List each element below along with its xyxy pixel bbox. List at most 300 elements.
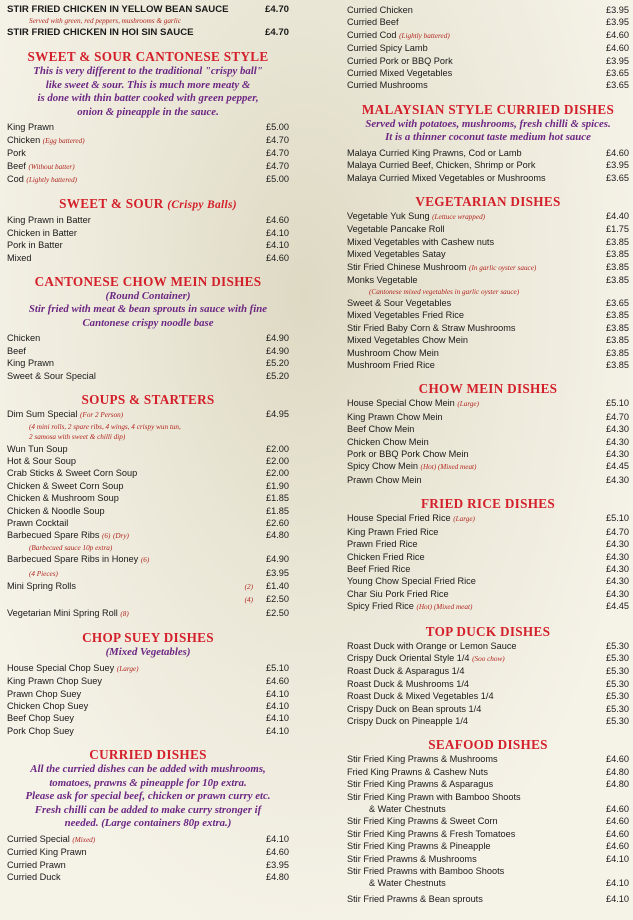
menu-item-row [347, 411, 629, 423]
menu-item-row: Dim Sum Special (For 2 Person) £4.95 [7, 409, 289, 420]
item-note: (Lightly battered) [26, 175, 78, 184]
section-heading: SEAFOOD DISHES [428, 737, 548, 753]
item-price: £4.10 [266, 713, 289, 724]
item-name: Pork [7, 148, 26, 159]
item-price: £4.10 [266, 227, 289, 238]
menu-item-row [347, 261, 629, 274]
item-price: £5.30 [606, 691, 629, 702]
item-price: £3.85 [606, 322, 629, 333]
item-name: Curried Spicy Lamb [347, 43, 428, 54]
item-price: £5.20 [266, 358, 289, 369]
section-heading: MALAYSIAN STYLE CURRIED DISHES [361, 101, 615, 117]
menu-item-row [347, 563, 629, 575]
menu-item-row [7, 357, 289, 369]
item-name: King Prawn Fried Rice [347, 526, 439, 537]
item-price: £3.85 [606, 261, 629, 272]
item-name: Prawn Cocktail [7, 517, 69, 528]
item-name: Pork or BBQ Pork Chow Mein [347, 449, 469, 460]
right-column [347, 4, 629, 905]
item-name: Mixed Vegetables Chow Mein [347, 335, 469, 346]
item-price: £4.45 [606, 601, 629, 612]
menu-list [7, 443, 289, 530]
item-name: King Prawn in Batter [7, 215, 91, 226]
item-name: Stir Fried King Prawns & Sweet Corn [347, 816, 498, 827]
item-price: £4.60 [266, 215, 289, 226]
item-name: Curried Mixed Vegetables [347, 68, 453, 79]
item-price: £3.95 [606, 17, 629, 28]
item-name: Crispy Duck on Bean sprouts 1/4 [347, 703, 482, 714]
item-name: Stir Fried Chinese Mushroom [347, 261, 467, 272]
item-name: Vegetable Pancake Roll [347, 224, 445, 235]
menu-item-row [347, 309, 629, 321]
menu-item-row [347, 538, 629, 550]
menu-item-row [347, 423, 629, 435]
item-name: Hot & Sour Soup [7, 455, 76, 466]
item-price: £3.95 [606, 55, 629, 66]
item-price: £4.10 [266, 725, 289, 736]
menu-list [347, 147, 629, 184]
menu-item-row [7, 173, 289, 186]
menu-item-row [347, 448, 629, 460]
item-price: £3.85 [606, 360, 629, 371]
item-name: Prawn Chop Suey [7, 688, 82, 699]
menu-item-row [7, 662, 289, 675]
item-price: £4.60 [266, 847, 289, 858]
item-name: Monks Vegetable [347, 275, 418, 286]
item-price: £4.10 [266, 688, 289, 699]
menu-item-row [7, 121, 289, 133]
item-name: Prawn Chow Mein [347, 474, 422, 485]
menu-item-row [347, 334, 629, 346]
menu-item-row [347, 29, 629, 42]
item-name: King Prawn [7, 358, 54, 369]
item-price: £5.00 [266, 173, 289, 184]
item-name: Curried Chicken [347, 5, 413, 15]
item-name: Curried Pork or BBQ Pork [347, 55, 453, 66]
item-price: £5.30 [606, 715, 629, 726]
item-name: Chicken Chop Suey [7, 701, 89, 711]
item-price: £4.30 [606, 588, 629, 599]
menu-item-row [347, 588, 629, 600]
item-note: (Soo chow) [472, 654, 505, 663]
item-name: Stir Fried Prawns & Mushrooms [347, 853, 477, 864]
item-name: Curried Cod [347, 29, 397, 40]
section-heading: FRIED RICE DISHES [420, 496, 556, 512]
menu-item-row [7, 833, 289, 846]
item-name: Chicken [7, 333, 41, 344]
menu-item-row [347, 4, 629, 16]
menu-list [347, 4, 629, 92]
menu-item-row: (4 Pieces) £3.95 [29, 567, 289, 578]
item-name: Curried Prawn [7, 859, 66, 870]
item-note: (Without batter) [28, 162, 75, 171]
item-price: £4.80 [266, 871, 289, 882]
item-name: Stir Fried Baby Corn & Straw Mushrooms [347, 322, 516, 333]
menu-item-row [347, 42, 629, 54]
menu-item-row [347, 159, 629, 171]
item-name: Wun Tun Soup [7, 443, 68, 454]
item-price: £4.90 [266, 345, 289, 356]
item-price: £4.10 [266, 240, 289, 251]
menu-item-row [347, 347, 629, 359]
menu-item-row [7, 239, 289, 251]
menu-item-row [7, 859, 289, 871]
item-price: £1.85 [266, 493, 289, 504]
item-name: Prawn Fried Rice [347, 539, 418, 550]
item-name: Mixed [7, 252, 32, 263]
item-price: £4.30 [606, 436, 629, 447]
menu-item-row [347, 297, 629, 309]
section-description: All the curried dishes can be added with mushrooms, tomatoes, prawns & pineapple for 10p extra. Please ask for special beef, chicken or prawn curry etc. Fresh chilli can be added to make curry stronger if needed. (Large containers 80p extra.) [25, 763, 271, 830]
menu-item-row [347, 828, 629, 840]
menu-item-row [7, 492, 289, 504]
item-note: (Lightly battered) [399, 31, 450, 40]
menu-item-row [347, 322, 629, 334]
menu-item-row: & Water Chestnuts £4.60 [369, 804, 629, 814]
item-name: Sweet & Sour Vegetables [347, 298, 452, 308]
item-price: £4.90 [266, 333, 289, 344]
item-price: £4.60 [606, 816, 629, 827]
item-price: £4.60 [606, 841, 629, 852]
item-note: Served with green, red peppers, mushrooms & garlic [29, 17, 181, 26]
item-note: (Large) [116, 664, 139, 673]
item-name: Mixed Vegetables Satay [347, 249, 446, 260]
item-price: £3.65 [606, 68, 629, 79]
item-price: £5.20 [266, 370, 289, 381]
item-price: £5.00 [266, 122, 289, 133]
menu-item-row [347, 715, 629, 727]
menu-item-row [7, 467, 289, 479]
menu-item-row [347, 753, 629, 765]
menu-list [347, 512, 629, 613]
menu-item-row [7, 160, 289, 173]
menu-item-row: (4) £2.50 [244, 594, 289, 605]
item-name: Mushroom Chow Mein [347, 347, 439, 358]
menu-item-row [347, 640, 629, 652]
item-note: (Cantonese mixed vegetables in garlic oyster sauce) [369, 287, 520, 296]
item-price: £4.30 [606, 539, 629, 550]
menu-list [7, 332, 289, 382]
item-name: Char Siu Pork Fried Rice [347, 588, 449, 599]
menu-list [7, 662, 289, 737]
item-name: Mushroom Fried Rice [347, 360, 435, 371]
item-name: Curried Duck [7, 871, 61, 882]
item-price: £4.60 [606, 828, 629, 839]
item-name: Beef Fried Rice [347, 563, 411, 574]
menu-item-row [7, 443, 289, 455]
item-price: £5.30 [606, 703, 629, 714]
item-name: Stir Fried King Prawns & Asparagus [347, 779, 494, 790]
item-note: (4 mini rolls, 2 spare ribs, 4 wings, 4 crispy wun tun, 2 samosa with sweet & chilli dip) [29, 422, 181, 441]
item-price: £5.10 [606, 513, 629, 524]
item-price: £1.75 [606, 224, 629, 235]
menu-item-row: Mini Spring Rolls (2) £1.40 [7, 581, 289, 592]
item-note: (Large) [453, 515, 475, 524]
item-price: £5.10 [266, 662, 289, 673]
item-price: £4.40 [606, 211, 629, 222]
menu-list [347, 753, 629, 790]
item-note: (Hot) (Mixed meat) [416, 603, 473, 612]
section-heading: CANTONESE CHOW MEIN DISHES [34, 273, 262, 289]
item-price: £3.85 [606, 347, 629, 358]
item-price: £2.00 [266, 455, 289, 466]
section-heading: CHOP SUEY DISHES [82, 630, 214, 646]
item-price: £4.10 [266, 701, 289, 711]
menu-item-row [347, 274, 629, 286]
section-heading: TOP DUCK DISHES [425, 623, 551, 639]
item-note: (In garlic oyster sauce) [469, 263, 537, 272]
menu-item-row [7, 345, 289, 357]
menu-item-row: Stir Fried King Prawn with Bamboo Shoots [347, 791, 521, 802]
menu-item-row [347, 551, 629, 563]
menu-item-row [347, 359, 629, 371]
menu-item-row [347, 766, 629, 778]
menu-item-row [347, 248, 629, 260]
menu-list [7, 121, 289, 186]
menu-item-row [347, 436, 629, 448]
menu-item-row [347, 172, 629, 184]
item-price: £2.60 [266, 517, 289, 528]
item-note: (Hot) (Mixed meat) [420, 463, 477, 472]
menu-item-row: & Water Chestnuts £4.10 [369, 878, 629, 889]
item-name: Crispy Duck on Pineapple 1/4 [347, 715, 469, 726]
item-name: Roast Duck & Mushrooms 1/4 [347, 678, 470, 689]
item-price: £4.70 [266, 134, 289, 145]
item-name: House Special Fried Rice [347, 513, 451, 524]
item-name: Sweet & Sour Special [7, 370, 96, 381]
item-name: Vegetable Yuk Sung [347, 211, 430, 222]
menu-item-row [347, 575, 629, 587]
item-name: Chicken & Mushroom Soup [7, 493, 119, 504]
menu-item-row [347, 67, 629, 79]
section-description: (Mixed Vegetables) [105, 646, 191, 659]
item-price: £5.30 [606, 666, 629, 677]
item-name: Beef [7, 345, 26, 356]
item-name: Crab Sticks & Sweet Corn Soup [7, 468, 138, 479]
item-name: Curried King Prawn [7, 847, 87, 858]
item-price: £3.85 [606, 335, 629, 346]
menu-item-row: Barbecued Spare Ribs in Honey (6) £4.90 [7, 554, 289, 565]
menu-item-row [347, 678, 629, 690]
menu-item-row [347, 474, 629, 486]
item-price: £4.60 [606, 29, 629, 40]
item-name: King Prawn Chow Mein [347, 411, 443, 422]
menu-list [7, 214, 289, 264]
menu-item-row [347, 236, 629, 248]
item-price: £4.30 [606, 551, 629, 562]
item-name: Stir Fried King Prawns & Fresh Tomatoes [347, 828, 516, 839]
item-name: Cod [7, 173, 24, 184]
item-price: £4.10 [606, 853, 629, 864]
item-price: £3.95 [266, 859, 289, 870]
menu-list [7, 833, 289, 884]
item-price: £4.45 [606, 461, 629, 472]
section-description: This is very different to the traditional "crispy ball" like sweet & sour. This is much more meaty & is done with thin batter cooked with green pepper, onion & pineapple in the sauce. [33, 65, 263, 118]
menu-item-row [7, 725, 289, 737]
menu-item-row [347, 778, 629, 790]
menu-item-row [7, 370, 289, 382]
menu-item-row [347, 703, 629, 715]
section-description: Served with potatoes, mushrooms, fresh chilli & spices. It is a thinner coconut taste medium hot sauce [365, 117, 611, 144]
menu-item-row [7, 455, 289, 467]
item-price: £4.30 [606, 563, 629, 574]
item-name: Pork in Batter [7, 240, 63, 251]
item-name: House Special Chow Mein [347, 398, 455, 409]
menu-item-row [347, 147, 629, 159]
menu-list [347, 815, 629, 865]
menu-item-row [7, 147, 289, 159]
menu-list [347, 640, 629, 728]
item-price: £3.65 [606, 172, 629, 183]
item-name: Chicken Fried Rice [347, 551, 425, 562]
item-price: £1.90 [266, 480, 289, 491]
item-price: £3.85 [606, 236, 629, 247]
item-name: Mixed Vegetables with Cashew nuts [347, 236, 495, 247]
item-name: Mixed Vegetables Fried Rice [347, 310, 464, 321]
item-price: £4.30 [606, 576, 629, 587]
menu-item-row [347, 460, 629, 473]
item-price: £4.60 [266, 676, 289, 687]
menu-item-row: Vegetarian Mini Spring Roll (8) £2.50 [7, 607, 289, 618]
section-heading: CHOW MEIN DISHES [418, 381, 558, 397]
item-price: £4.70 [266, 148, 289, 159]
menu-list [347, 297, 629, 371]
item-price: £5.30 [606, 678, 629, 689]
item-price: £4.80 [606, 779, 629, 790]
menu-item-row [347, 853, 629, 865]
menu-item-row [347, 815, 629, 827]
menu-item-row [7, 332, 289, 344]
section-heading: SWEET & SOUR CANTONESE STYLE [27, 49, 269, 65]
item-price: £3.95 [606, 160, 629, 171]
menu-item-row [347, 600, 629, 613]
item-price: £4.10 [266, 833, 289, 844]
item-price: £4.60 [606, 43, 629, 54]
menu-item-row [7, 846, 289, 858]
item-name: Pork Chop Suey [7, 725, 74, 736]
item-price: £3.85 [606, 310, 629, 321]
item-name: Roast Duck & Asparagus 1/4 [347, 666, 465, 677]
item-note: (Egg battered) [42, 136, 85, 145]
item-name: Crispy Duck Oriental Style 1/4 [347, 652, 470, 663]
section-description: (Round Container) Stir fried with meat & bean sprouts in sauce with fine Cantonese crispy noodle base [28, 289, 268, 329]
menu-item-row: STIR FRIED CHICKEN IN HOI SIN SAUCE £4.70 [7, 26, 289, 38]
menu-item-row [347, 79, 629, 91]
item-name: Chicken & Noodle Soup [7, 505, 105, 516]
menu-item-row [7, 700, 289, 712]
item-name: Spicy Fried Rice [347, 601, 414, 612]
item-name: Curried Beef [347, 17, 399, 28]
item-price: £1.85 [266, 505, 289, 516]
menu-item-row [347, 16, 629, 28]
item-name: Malaya Curried Mixed Vegetables or Mushrooms [347, 172, 546, 183]
item-note: (Mixed) [72, 835, 96, 844]
item-price: £4.30 [606, 449, 629, 460]
item-name: Stir Fried King Prawns & Pineapple [347, 841, 491, 852]
item-price: £3.85 [606, 275, 629, 286]
item-name: Beef [7, 160, 26, 171]
item-price: £4.70 [266, 160, 289, 171]
item-note: (Large) [457, 400, 480, 409]
item-name: Malaya Curried Beef, Chicken, Shrimp or Pork [347, 160, 536, 171]
menu-item-row [7, 134, 289, 147]
item-price: £5.10 [606, 398, 629, 409]
menu-item-row: Stir Fried Prawns with Bamboo Shoots [347, 866, 505, 877]
item-price: £5.30 [606, 640, 629, 651]
item-price: £5.30 [606, 652, 629, 663]
section-heading: SWEET & SOUR (Crispy Balls) [59, 196, 237, 212]
item-price: £3.65 [606, 298, 629, 308]
item-price: £4.60 [606, 754, 629, 765]
menu-item-row [347, 210, 629, 223]
item-name: Roast Duck & Mixed Vegetables 1/4 [347, 691, 494, 702]
menu-list [347, 210, 629, 286]
item-name: Curried Special [7, 833, 70, 844]
item-name: Roast Duck with Orange or Lemon Sauce [347, 640, 517, 651]
item-name: Chicken [7, 134, 41, 145]
menu-item-row [7, 227, 289, 239]
menu-item-row [7, 480, 289, 492]
section-heading: SOUPS & STARTERS [81, 392, 215, 408]
item-name: Beef Chop Suey [7, 713, 74, 724]
item-name: King Prawn [7, 122, 54, 133]
menu-item-row: Barbecued Spare Ribs (6) (Dry) £4.80 [7, 530, 289, 541]
menu-item-row: STIR FRIED CHICKEN IN YELLOW BEAN SAUCE £4.70 [7, 4, 289, 15]
menu-item-row [7, 688, 289, 700]
item-price: £2.00 [266, 443, 289, 454]
item-price: £4.70 [606, 411, 629, 422]
item-name: Chicken in Batter [7, 227, 77, 238]
item-price: £3.95 [606, 5, 629, 15]
item-name: Chicken & Sweet Corn Soup [7, 480, 124, 491]
menu-item-row [347, 690, 629, 702]
menu-item-row [347, 512, 629, 525]
section-heading: VEGETARIAN DISHES [415, 194, 561, 210]
menu-item-row [7, 214, 289, 226]
item-name: Spicy Chow Mein [347, 461, 418, 472]
menu-item-row [347, 840, 629, 852]
item-price: £4.70 [606, 526, 629, 537]
item-price: £3.65 [606, 80, 629, 91]
item-name: Young Chow Special Fried Rice [347, 576, 476, 587]
item-price: £3.85 [606, 249, 629, 260]
menu-item-row [347, 55, 629, 67]
section-heading: CURRIED DISHES [89, 747, 207, 763]
menu-item-row [7, 871, 289, 883]
menu-item-row [7, 252, 289, 264]
menu-item-row [7, 712, 289, 724]
item-note: (Lettuce wrapped) [432, 213, 486, 222]
menu-item-row: Stir Fried Prawns & Bean sprouts £4.10 [347, 893, 629, 904]
item-price: £2.00 [266, 468, 289, 479]
item-name: King Prawn Chop Suey [7, 676, 102, 687]
menu-item-row [347, 665, 629, 677]
item-price: £4.80 [606, 766, 629, 777]
item-name: Fried King Prawns & Cashew Nuts [347, 766, 488, 777]
item-note: (Barbecued sauce 10p extra) [29, 543, 113, 552]
menu-item-row [7, 505, 289, 517]
item-name: Chicken Chow Mein [347, 436, 429, 447]
item-price: £4.30 [606, 424, 629, 435]
menu-item-row [7, 675, 289, 687]
menu-item-row [7, 517, 289, 529]
item-name: Stir Fried King Prawns & Mushrooms [347, 754, 498, 765]
left-column [7, 4, 289, 883]
item-price: £4.30 [606, 474, 629, 485]
menu-item-row [347, 526, 629, 538]
menu-list [347, 397, 629, 486]
item-name: Beef Chow Mein [347, 424, 415, 435]
